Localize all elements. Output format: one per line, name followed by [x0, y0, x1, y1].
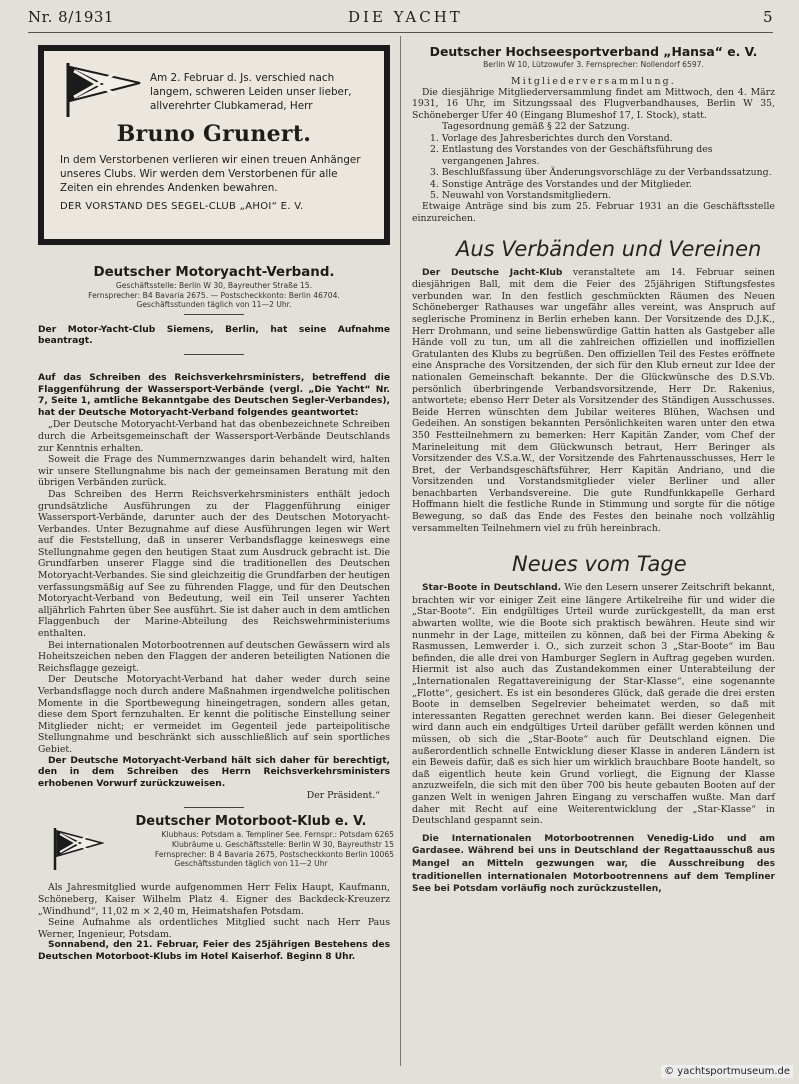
issue-number: Nr. 8/1931 — [28, 8, 114, 26]
motorbootrennen-lead: Die Internationalen Motorbootrennen Venedig-Lido und am Gardasee. — [412, 833, 775, 857]
watermark: © yachtsportmuseum.de — [661, 1065, 793, 1078]
dmv-address-2: Fernsprecher: B4 Bavaria 2675. — Postscheckkonto: Berlin 46704. — [88, 290, 340, 300]
agenda-item: 2. Entlastung des Vorstandes von der Geschäftsführung des vergangenen Jahres. — [430, 144, 713, 167]
obituary-text: In dem Verstorbenen verlieren wir einen treuen Anhänger unseres Clubs. Wir werden dem Verstorbenen für alle Zeiten ein ehrendes Andenken bewahren. — [60, 154, 361, 194]
column-divider — [400, 36, 401, 1066]
dmk-address-1: Klubhaus: Potsdam a. Templiner See. Fernspr.: Potsdam 6265 — [161, 830, 394, 840]
agenda-item: 4. Sonstige Anträge des Vorstandes und der Mitglieder. — [430, 178, 692, 190]
dmv-notice: Der Motor-Yacht-Club Siemens, Berlin, hat seine Aufnahme beantragt. — [38, 324, 390, 347]
dmv-paragraph: „Der Deutsche Motoryacht-Verband hat das obenbezeichnete Schreiben durch die Arbeitsgemeinschaft der Wassersport-Verbände Deutschlands zur Kenntnis erhalten. — [38, 419, 390, 454]
dmv-intro: Auf das Schreiben des Reichsverkehrsministers, betreffend die Flaggenführung der Wassersport-Verbände (vergl. „Die Yacht“ Nr. 7, Seite 1, amtliche Bekanntgabe des Deutschen Segler-Verbandes), hat der Deutsche Motoryacht-Verband folgendes geantwortet: — [38, 372, 390, 418]
verbaende-lead: Der Deutsche Jacht-Klub — [422, 267, 563, 278]
club-pennant-icon — [64, 61, 144, 123]
dmk-address-3: Fernsprecher: B 4 Bavaria 2675, Postscheckkonto Berlin 10065 — [154, 849, 394, 859]
hansa-paragraph: Die diesjährige Mitgliederversammlung findet am Mittwoch, den 4. März 1931, 16 Uhr, im Sitzungssaal des Flugverbandhauses, Berlin W 35, Schöneberger Ufer 40 (Eingang Blumeshof 17, I. Stock), statt. — [412, 86, 775, 121]
dmv-conclusion: Der Deutsche Motoryacht-Verband hält sich daher für berechtigt, den in dem Schreiben des Herrn Reichsverkehrsministers erhobenen Vorwurf zurückzuweisen. — [38, 755, 390, 789]
agenda-item: 5. Neuwahl von Vorstandsmitgliedern. — [430, 190, 612, 201]
dmv-paragraph: Bei internationalen Motorbootrennen auf deutschen Gewässern wird als Hoheitszeichen neben den Flaggen der anderen beteiligten Nationen die Reichsflagge gezeigt. — [38, 639, 390, 674]
dmv-address-3: Geschäftsstunden täglich von 11—2 Uhr. — [136, 300, 292, 310]
section-heading-neues: Neues vom Tage — [512, 552, 687, 577]
agenda-item: 1. Vorlage des Jahresberichtes durch den Vorstand. — [430, 132, 673, 144]
hansa-agenda-list — [412, 133, 775, 201]
star-boote-text: Wie den Lesern unserer Zeitschrift bekannt, brachten wir vor einiger Zeit eine längere Artikelreihe für und wider die „Star-Boote“. Ein endgültiges Urteil wurde zurückgestellt, da man erst abwarten wollte, wie die Boote sich praktisch bewähren. Heute sind wir nunmehr in der Lage, mitteilen zu können, daß bei der Firma Abeking & Rasmussen, Lemwerder i. O., sich zurzeit schon 3 „Star-Boote“ im Bau befinden, die alle drei von Hamburger Seglern in Auftrag gegeben wurden. Hiermit ist also auch das Zustandekommen einer Unterabteilung der „Internationalen Regattavereinigung der Star-Klasse“, eine sogenannte „Flotte“, gesichert. Es ist ein besonderes Glück, daß gerade die drei ersten Boote in demselben Segelrevier beheimatet werden, so daß mit interessanten Regatten gerechnet werden kann. Bei dieser Gelegenheit wird dann auch ein endgültiges Urteil darüber gefällt werden können und müssen, ob sich die „Star-Boote“ auch für Deutschland eignen. Die außerordentlich schnelle Entwicklung dieser Klasse in anderen Ländern ist ein Beweis dafür, daß es sich hier um wirklich brauchbare Boote handelt, so daß eigentlich heute kein Grund vorliegt, die Eignung der Klasse anzuzweifeln, die sich mit den über 700 bis heute gebauten Booten auf der ganzen Welt in wenigen Jahren Eingang zu verschaffen wußte. Man darf daher mit Recht auf eine Weiterentwicklung der „Star-Klasse“ in Deutschland gespannt sein. — [412, 582, 775, 827]
dmk-paragraph: Seine Aufnahme als ordentliches Mitglied sucht nach Herr Paus Werner, Ingenieur, Potsdam. — [38, 917, 390, 940]
hansa-agenda-intro: Tagesordnung gemäß § 22 der Satzung. — [442, 121, 630, 133]
hansa-address: Berlin W 10, Lützowufer 3. Fernsprecher: Nollendorf 6597. — [483, 60, 704, 69]
dmk-event: Sonnabend, den 21. Februar, Feier des 25jährigen Bestehens des Deutschen Motorboot-Klubs im Hotel Kaiserhof. Beginn 8 Uhr. — [38, 940, 390, 962]
left-column — [38, 38, 394, 964]
star-boote-lead: Star-Boote in Deutschland. — [422, 583, 562, 594]
obituary-signature: DER VORSTAND DES SEGEL-CLUB „AHOI“ E. V. — [60, 201, 304, 212]
hansa-title: Deutscher Hochseesportverband „Hansa“ e. V. — [429, 44, 758, 59]
dmk-address-4: Geschäftsstunden täglich von 11—2 Uhr — [174, 859, 328, 869]
divider — [184, 807, 244, 808]
dmv-paragraph: Soweit die Frage des Nummernzwanges darin behandelt wird, halten wir unsere Stellungnahme bis nach der gemeinsamen Beratung mit den übrigen Verbänden zurück. — [38, 454, 390, 489]
divider — [184, 314, 244, 315]
magazine-title: DIE YACHT — [348, 8, 463, 26]
obituary-name: Bruno Grunert. — [116, 121, 312, 147]
dmv-paragraph: Das Schreiben des Herrn Reichsverkehrsministers enthält jedoch grundsätzliche Ausführungen zu der Flaggenführung einiger Wassersport-Verbände, darunter auch der des Deutschen Motoryacht-Verbandes. Unter Bezugnahme auf diese Ausführungen legen wir Wert auf die Feststellung, daß in unserer Verbandsflagge keineswegs eine Stellungnahme gegen den heutigen Staat zum Ausdruck gebracht ist. Die Grundfarben unserer Flagge sind die traditionellen des Deutschen Motoryacht-Verbandes. Sie sind gleichzeitig die Grundfarben der heutigen verfassungsmäßig auf See zu führenden Flagge, und für den Deutschen Motoryacht-Verband von Bedeutung, weil ein Teil unserer Yachten alljährlich Fahrten über See ausführt. Sie ist daher auch in dem amtlichen Flaggenbuch der Marine-Abteilung des Reichswehrministeriums enthalten. — [38, 488, 391, 640]
hansa-subheading: Mitgliederversammlung. — [511, 75, 676, 87]
dmv-title: Deutscher Motoryacht-Verband. — [93, 265, 335, 280]
motorbootrennen-text: Während bei uns in Deutschland der Regattaausschuß aus Mangel an Mitteln gezwungen war, die Ausschreibung des traditionellen internationalen Motorbootrennens auf dem Templiner See bei Potsdam vorläufig noch zurückzustellen, — [412, 846, 775, 895]
hansa-paragraph: Etwaige Anträge sind bis zum 25. Februar 1931 an die Geschäftsstelle einzureichen. — [412, 201, 775, 224]
header-rule — [28, 32, 773, 33]
agenda-item: 3. Beschlußfassung über Änderungsvorschläge zu der Verbandssatzung. — [430, 167, 772, 179]
dmk-header — [38, 814, 394, 874]
page-header — [28, 8, 773, 30]
dmv-paragraph: Der Deutsche Motoryacht-Verband hat daher weder durch seine Verbandsflagge noch durch andere Maßnahmen irgendwelche politischen Momente in die Sportbewegung hineingetragen, sondern alles getan, diese dem Sport fernzuhalten. Er kennt die politische Einstellung seiner Mitglieder nicht; er vermeidet im Gegenteil jede parteipolitische Stellungnahme und beschränkt sich ausschließlich auf sein sportliches Gebiet. — [38, 674, 390, 755]
dmk-paragraph: Als Jahresmitglied wurde aufgenommen Herr Felix Haupt, Kaufmann, Schöneberg, Kaiser Wilhelm Platz 4. Eigner des Backdeck-Kreuzerz „Windhund“, 11,02 m × 2,40 m, Heimatshafen Potsdam. — [38, 882, 390, 917]
dmv-signature: Der Präsident.“ — [306, 790, 380, 802]
dmk-address-2: Klubräume u. Geschäftsstelle: Berlin W 30, Bayreuthstr 15 — [171, 839, 394, 849]
page-number: 5 — [762, 8, 773, 26]
obituary-box — [38, 45, 390, 245]
right-column — [412, 38, 775, 896]
divider — [184, 354, 244, 355]
dmk-pennant-icon — [52, 826, 104, 876]
dmk-title: Deutscher Motorboot-Klub e. V. — [135, 814, 367, 830]
verbaende-text: veranstaltete am 14. Februar seinen diesjährigen Ball, mit dem die Feier des 25jährigen Stiftungsfestes verbunden war. In den festlich geschmückten Räumen des Neuen Schöneberger Rathauses war ungefähr alles vereint, was Anspruch auf seglerische Prominenz in Berlin erheben kann. Der Vorsitzende des D.J.K., Herr Drohmann, und seine liebenswürdige Gattin hatten als Gastgeber alle Hände voll zu tun, um all die zahlreichen offiziellen und inoffiziellen Gratulanten des Klubs zu begrüßen. Den offiziellen Teil des Festes eröffnete eine Ansprache des Vorsitzenden, der sich für den Klub erneut zur Idee der nationalen Gemeinschaft bekannte. Der die Glückwünsche des D.S.Vb. persönlich überbringende Verbandsvorsitzende, Herr Dr. Rakenius, antwortete; ebenso Herr Deter als Vorsitzender des Ständigen Ausschusses. Beide Herren wünschten dem Jubilar weiteres Blühen, Wachsen und Gedeihen. An sonstigen bekannten Persönlichkeiten waren unter den etwa 350 Festteilnehmern zu bemerken: Herr Kapitän Zander, vom Chef der Marineleitung mit dem Glückwunsch betraut, Herr Beringer als Vorsitzender des V.S.a.W., der Vorsitzende des Fahrtenausschusses, Herr le Bret, der Verbandsgeschäftsführer, Herr Kapitän Andriano, und die Vorsitzenden und Vorstandsmitglieder vieler Berliner und aller benachbarten Verbandsvereine. Die gute Rundfunkkapelle Gerhard Hoffmann hielt die festliche Runde in Stimmung und sorgte für die nötige Bewegung, so daß das Ende des Festes den beinahe noch vollzählig versammelten Teilnehmern viel zu früh hereinbrach. — [412, 266, 775, 534]
obituary-intro: Am 2. Februar d. Js. verschied nach langem, schweren Leiden unser lieber, allverehrter Clubkamerad, Herr — [150, 72, 352, 112]
dmv-address-1: Geschäftsstelle: Berlin W 30, Bayreuther Straße 15. — [115, 281, 313, 290]
section-heading-verbaende: Aus Verbänden und Vereinen — [456, 236, 762, 261]
